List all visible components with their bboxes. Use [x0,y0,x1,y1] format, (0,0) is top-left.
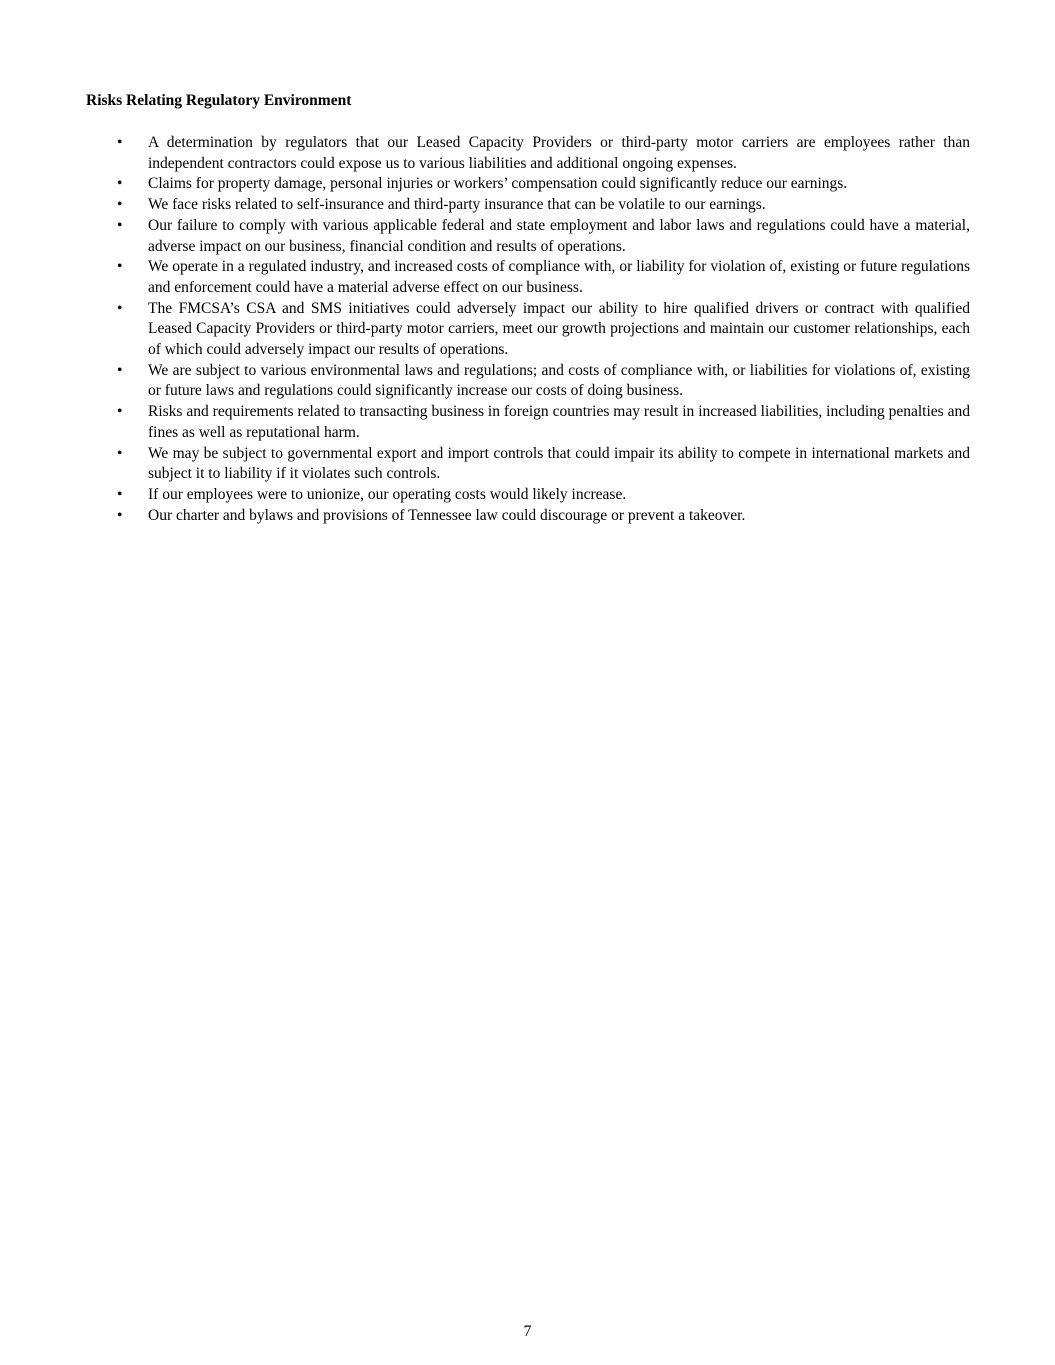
list-item-text: The FMCSA’s CSA and SMS initiatives could adversely impact our ability to hire qualified drivers or contract with qualified Leased Capacity Providers or third-party motor carriers, meet our growth projections and maintain our customer relationships, each of which could adversely impact our results of operations. [148,299,970,359]
list-item-text: We may be subject to governmental export and import controls that could impair its ability to compete in international markets and subject it to liability if it violates such controls. [148,444,970,483]
list-item [117,361,970,402]
risk-factor-list [117,133,970,526]
list-item [117,195,970,216]
list-item [117,485,970,506]
bullet-icon: • [117,361,123,379]
bullet-icon: • [117,134,123,151]
list-item-text: Risks and requirements related to transacting business in foreign countries may result in increased liabilities, including penalties and fines as well as reputational harm. [148,403,970,441]
bullet-icon: • [117,175,123,193]
list-item [117,257,970,298]
bullet-icon: • [117,403,123,421]
list-item [117,174,970,195]
list-item [117,506,970,527]
list-item [117,299,970,361]
bullet-icon: • [117,216,123,234]
bullet-icon: • [117,258,123,276]
bullet-icon: • [117,444,123,462]
list-item-text: Our charter and bylaws and provisions of Tennessee law could discourage or prevent a takeover. [148,506,746,524]
list-item-text: We are subject to various environmental laws and regulations; and costs of compliance with, or liabilities for violations of, existing or future laws and regulations could significantly increase our costs of doing business. [148,361,970,400]
list-item-text: We face risks related to self-insurance and third-party insurance that can be volatile to our earnings. [148,196,766,214]
list-item-text: Claims for property damage, personal injuries or workers’ compensation could significantly reduce our earnings. [148,175,848,193]
list-item-text: If our employees were to unionize, our operating costs would likely increase. [148,485,627,503]
list-item-text: A determination by regulators that our Leased Capacity Providers or third-party motor carriers are employees rather than independent contractors could expose us to various liabilities and additional ongoing expenses. [148,134,970,172]
list-item-text: We operate in a regulated industry, and increased costs of compliance with, or liability for violation of, existing or future regulations and enforcement could have a material adverse effect on our business. [148,258,970,296]
list-item [117,444,970,485]
list-item-text: Our failure to comply with various applicable federal and state employment and labor laws and regulations could have a material, adverse impact on our business, financial condition and results of operations. [148,216,970,255]
bullet-icon: • [117,299,123,317]
bullet-icon: • [117,485,123,503]
list-item [117,402,970,443]
bullet-icon: • [117,196,123,214]
section-heading: Risks Relating Regulatory Environment [86,92,352,109]
list-item [117,216,970,257]
list-item [117,133,970,174]
page-number: 7 [523,1323,532,1340]
bullet-icon: • [117,506,123,524]
